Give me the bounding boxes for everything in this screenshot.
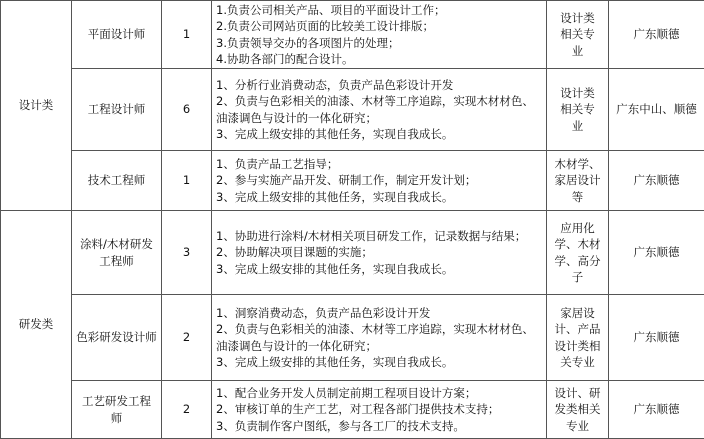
duties-cell <box>212 69 547 151</box>
duty-line: 1、协助进行涂料/木材相关项目研发工作，记录数据与结果； <box>216 228 543 245</box>
position-cell <box>72 211 162 295</box>
position-cell <box>72 381 162 439</box>
duty-line: 3、完成上级安排的其他任务，实现自我成长。 <box>216 354 543 371</box>
location-cell: 广东顺德 <box>609 381 704 439</box>
duty-line: 3、完成上级安排的其他任务，实现自我成长。 <box>216 189 543 206</box>
duty-line: 1.负责公司相关产品、项目的平面设计工作； <box>216 2 543 19</box>
duty-line: 1、分析行业消费动态，负责产品色彩设计开发 <box>216 77 543 94</box>
duties-cell <box>212 381 547 439</box>
duty-line: 2、协助解决项目课题的实施； <box>216 244 543 261</box>
duty-line: 3.负责领导交办的各项图片的处理； <box>216 35 543 52</box>
location-cell: 广东顺德 <box>609 1 704 69</box>
table-row <box>1 1 704 69</box>
location-cell <box>609 69 704 151</box>
duty-line: 3、完成上级安排的其他任务，实现自我成长。 <box>216 261 543 278</box>
location-cell: 广东顺德 <box>609 295 704 381</box>
duties-cell <box>212 1 547 69</box>
duty-line: 1、配合业务开发人员制定前期工程项目设计方案； <box>216 385 543 402</box>
table-row <box>1 381 704 439</box>
count-cell: 2 <box>162 381 212 439</box>
major-cell <box>547 295 609 381</box>
major-text: 设计类相关专业 <box>558 10 598 60</box>
major-cell <box>547 69 609 151</box>
major-cell <box>547 151 609 211</box>
table-row <box>1 295 704 381</box>
position-text: 涂料/木材研发工程师 <box>79 236 155 269</box>
count-cell: 3 <box>162 211 212 295</box>
duty-line: 3、负责制作客户图纸，参与各工厂的技术支持。 <box>216 418 543 435</box>
position-text: 色彩研发设计师 <box>76 329 158 346</box>
table-row <box>1 211 704 295</box>
major-cell <box>547 381 609 439</box>
major-text: 设计类相关专业 <box>558 85 598 135</box>
major-text: 木材学、家居设计等 <box>551 156 605 206</box>
major-cell <box>547 1 609 69</box>
category-cell: 设计类 <box>1 1 72 211</box>
duties-cell <box>212 151 547 211</box>
duties-cell <box>212 295 547 381</box>
location-text: 广东中山、顺德 <box>614 101 700 118</box>
category-cell: 研发类 <box>1 211 72 439</box>
duties-cell <box>212 211 547 295</box>
position-cell: 平面设计师 <box>72 1 162 69</box>
position-cell: 技术工程师 <box>72 151 162 211</box>
duty-line: 1、洞察消费动态，负责产品色彩设计开发 <box>216 305 543 322</box>
position-text: 工艺研发工程师 <box>79 393 155 426</box>
duty-line: 2、参与实施产品开发、研制工作，制定开发计划； <box>216 172 543 189</box>
major-cell <box>547 211 609 295</box>
location-cell: 广东顺德 <box>609 211 704 295</box>
major-text: 家居设计、产品设计类相关专业 <box>551 305 605 371</box>
position-cell <box>72 295 162 381</box>
table-row <box>1 151 704 211</box>
duty-line: 2、审核订单的生产工艺，对工程各部门提供技术支持； <box>216 401 543 418</box>
count-cell: 1 <box>162 1 212 69</box>
duty-line: 3、完成上级安排的其他任务，实现自我成长。 <box>216 126 543 143</box>
duty-line: 2.负责公司网站页面的比较美工设计排版； <box>216 18 543 35</box>
major-text: 设计、研发类相关专业 <box>551 385 605 435</box>
count-cell: 2 <box>162 295 212 381</box>
duty-line: 4.协助各部门的配合设计。 <box>216 51 543 68</box>
duty-line: 2、负责与色彩相关的油漆、木材等工序追踪，实现木材材色、油漆调色与设计的一体化研究； <box>216 321 543 354</box>
location-cell: 广东顺德 <box>609 151 704 211</box>
duty-line: 1、负责产品工艺指导； <box>216 156 543 173</box>
count-cell: 1 <box>162 151 212 211</box>
duty-line: 2、负责与色彩相关的油漆、木材等工序追踪，实现木材材色、油漆调色与设计的一体化研究； <box>216 93 543 126</box>
major-text: 应用化学、木材学、高分子 <box>551 220 605 286</box>
position-cell: 工程设计师 <box>72 69 162 151</box>
count-cell: 6 <box>162 69 212 151</box>
table-row <box>1 69 704 151</box>
